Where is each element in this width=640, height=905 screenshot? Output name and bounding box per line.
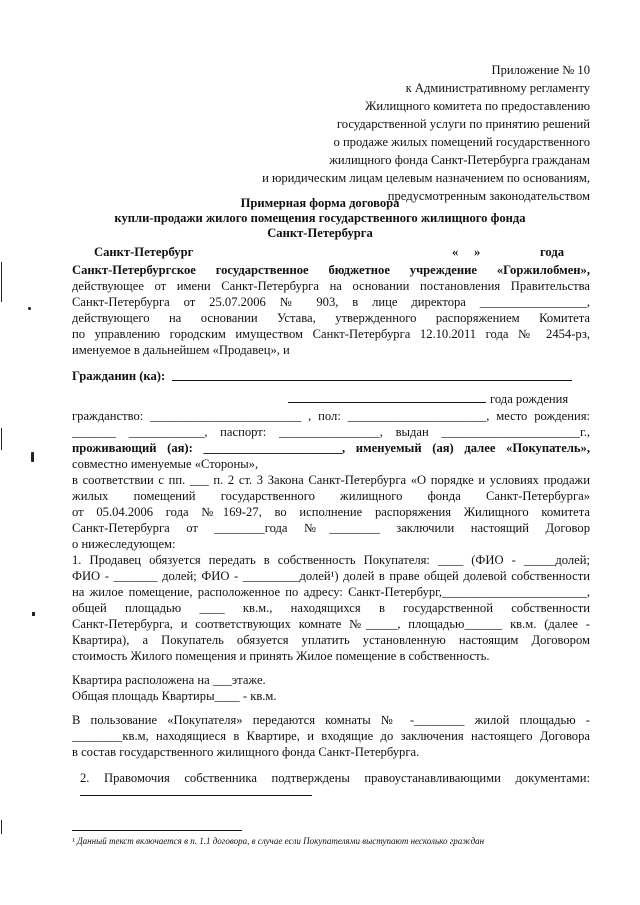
buyer-line: _______ ____________, паспорт: ________________, выдан ______________________г., (72, 425, 590, 439)
appendix-line: и юридическим лицам целевым назначением по основаниям, (262, 171, 590, 185)
seller-line: Санкт-Петербурга от 25.07.2006 № 903, в лице директора _________________, (72, 295, 590, 309)
title-line: Примерная форма договора (240, 196, 400, 210)
clause1-line: 1. Продавец обязуется передать в собственность Покупателя: ____ (ФИО - _____долей; (72, 553, 590, 567)
scan-artifact (1, 428, 2, 450)
footnote-separator (72, 830, 242, 831)
area-line: Общая площадь Квартиры____ - кв.м. (72, 689, 277, 703)
birth-year-label: года рождения (490, 392, 569, 406)
appendix-line: о продаже жилых помещений государственного (333, 135, 590, 149)
use-clause-line: в состав государственного жилищного фонда Санкт-Петербурга. (72, 745, 420, 759)
date-year: года (540, 245, 565, 259)
scan-artifact (1, 262, 2, 302)
citizen-label: Гражданин (ка): (72, 369, 166, 383)
scan-artifact (1, 820, 2, 834)
seller-line: Санкт-Петербургское государственное бюджетное учреждение «Горжилобмен», (72, 263, 590, 277)
title-line: купли-продажи жилого помещения государственного жилищного фонда (114, 211, 526, 225)
appendix-line: к Административному регламенту (405, 81, 590, 95)
clause2-line: 2. Правомочия собственника подтверждены правоустанавливающими документами: (80, 771, 590, 785)
clause1-line: Санкт-Петербурга, и соответствующих комнате №_____, площадью______ кв.м. (далее - (72, 617, 590, 631)
intro-line: от 05.04.2006 года №169-27, во исполнение распоряжения Жилищного комитета (72, 505, 590, 519)
documents-field (80, 795, 312, 796)
clause1-line: общей площадью ____ кв.м., находящихся в государственной собственности (72, 601, 590, 615)
seller-line: именуемое в дальнейшем «Продавец», и (72, 343, 290, 357)
buyer-line: проживающий (ая): ______________________, именуемый (ая) далее «Покупатель», (72, 441, 590, 455)
appendix-line: Жилищного комитета по предоставлению (365, 99, 590, 113)
place-of-contract: Санкт-Петербург (94, 245, 194, 259)
seller-line: действующего на основании Устава, утвержденного распоряжением Комитета (72, 311, 590, 325)
citizen-name-field (172, 380, 572, 381)
seller-line: действующее от имени Санкт-Петербурга на основании постановления Правительства (72, 279, 590, 293)
scan-artifact (28, 307, 31, 310)
seller-line: по управлению городским имуществом Санкт-Петербурга 12.10.2011 года № 2454-рз, (72, 327, 590, 341)
appendix-line: государственной услуги по принятию решений (336, 117, 590, 131)
date-quotes: « » (452, 245, 481, 259)
clause1-line: ФИО - _______ долей; ФИО - _________долей¹) долей в праве общей долевой собственности (72, 569, 590, 583)
clause1-line: на жилое помещение, расположенное по адресу: Санкт-Петербург,_______________________, (72, 585, 590, 599)
clause1-line: Квартира), а Покупатель обязуется уплатить установленную настоящим Договором (72, 633, 590, 647)
use-clause-line: В пользование «Покупателя» передаются комнаты № -________ жилой площадью - (72, 713, 590, 727)
buyer-line: совместно именуемые «Стороны», (72, 457, 259, 471)
use-clause-line: ________кв.м, находящиеся в Квартире, и входящие до заключения настоящего Договора (72, 729, 590, 743)
appendix-line: Приложение № 10 (491, 63, 590, 77)
intro-line: жилых помещений государственного жилищного фонда Санкт-Петербурга» (72, 489, 590, 503)
intro-line: Санкт-Петербурга от ________года №________ заключили настоящий Договор (72, 521, 590, 535)
scan-artifact (32, 612, 35, 616)
appendix-line: жилищного фонда Санкт-Петербурга гражданам (329, 153, 590, 167)
birth-year-field (288, 402, 486, 403)
intro-line: о нижеследующем: (72, 537, 176, 551)
title-line: Санкт-Петербурга (267, 226, 373, 240)
scan-artifact (31, 452, 34, 462)
clause1-line: стоимость Жилого помещения и принять Жилое помещение в собственность. (72, 649, 490, 663)
footnote: ¹ Данный текст включается в п. 1.1 договора, в случае если Покупателями выступают несколько граждан (72, 836, 485, 846)
floor-line: Квартира расположена на ___этаже. (72, 673, 266, 687)
buyer-line: гражданство: ________________________ , пол: ______________________, место рождения: (72, 409, 590, 423)
appendix-line: предусмотренным законодательством (387, 189, 590, 203)
intro-line: в соответствии с пп. ___ п. 2 ст. 3 Закона Санкт-Петербурга «О порядке и условиях продажи (72, 473, 590, 487)
